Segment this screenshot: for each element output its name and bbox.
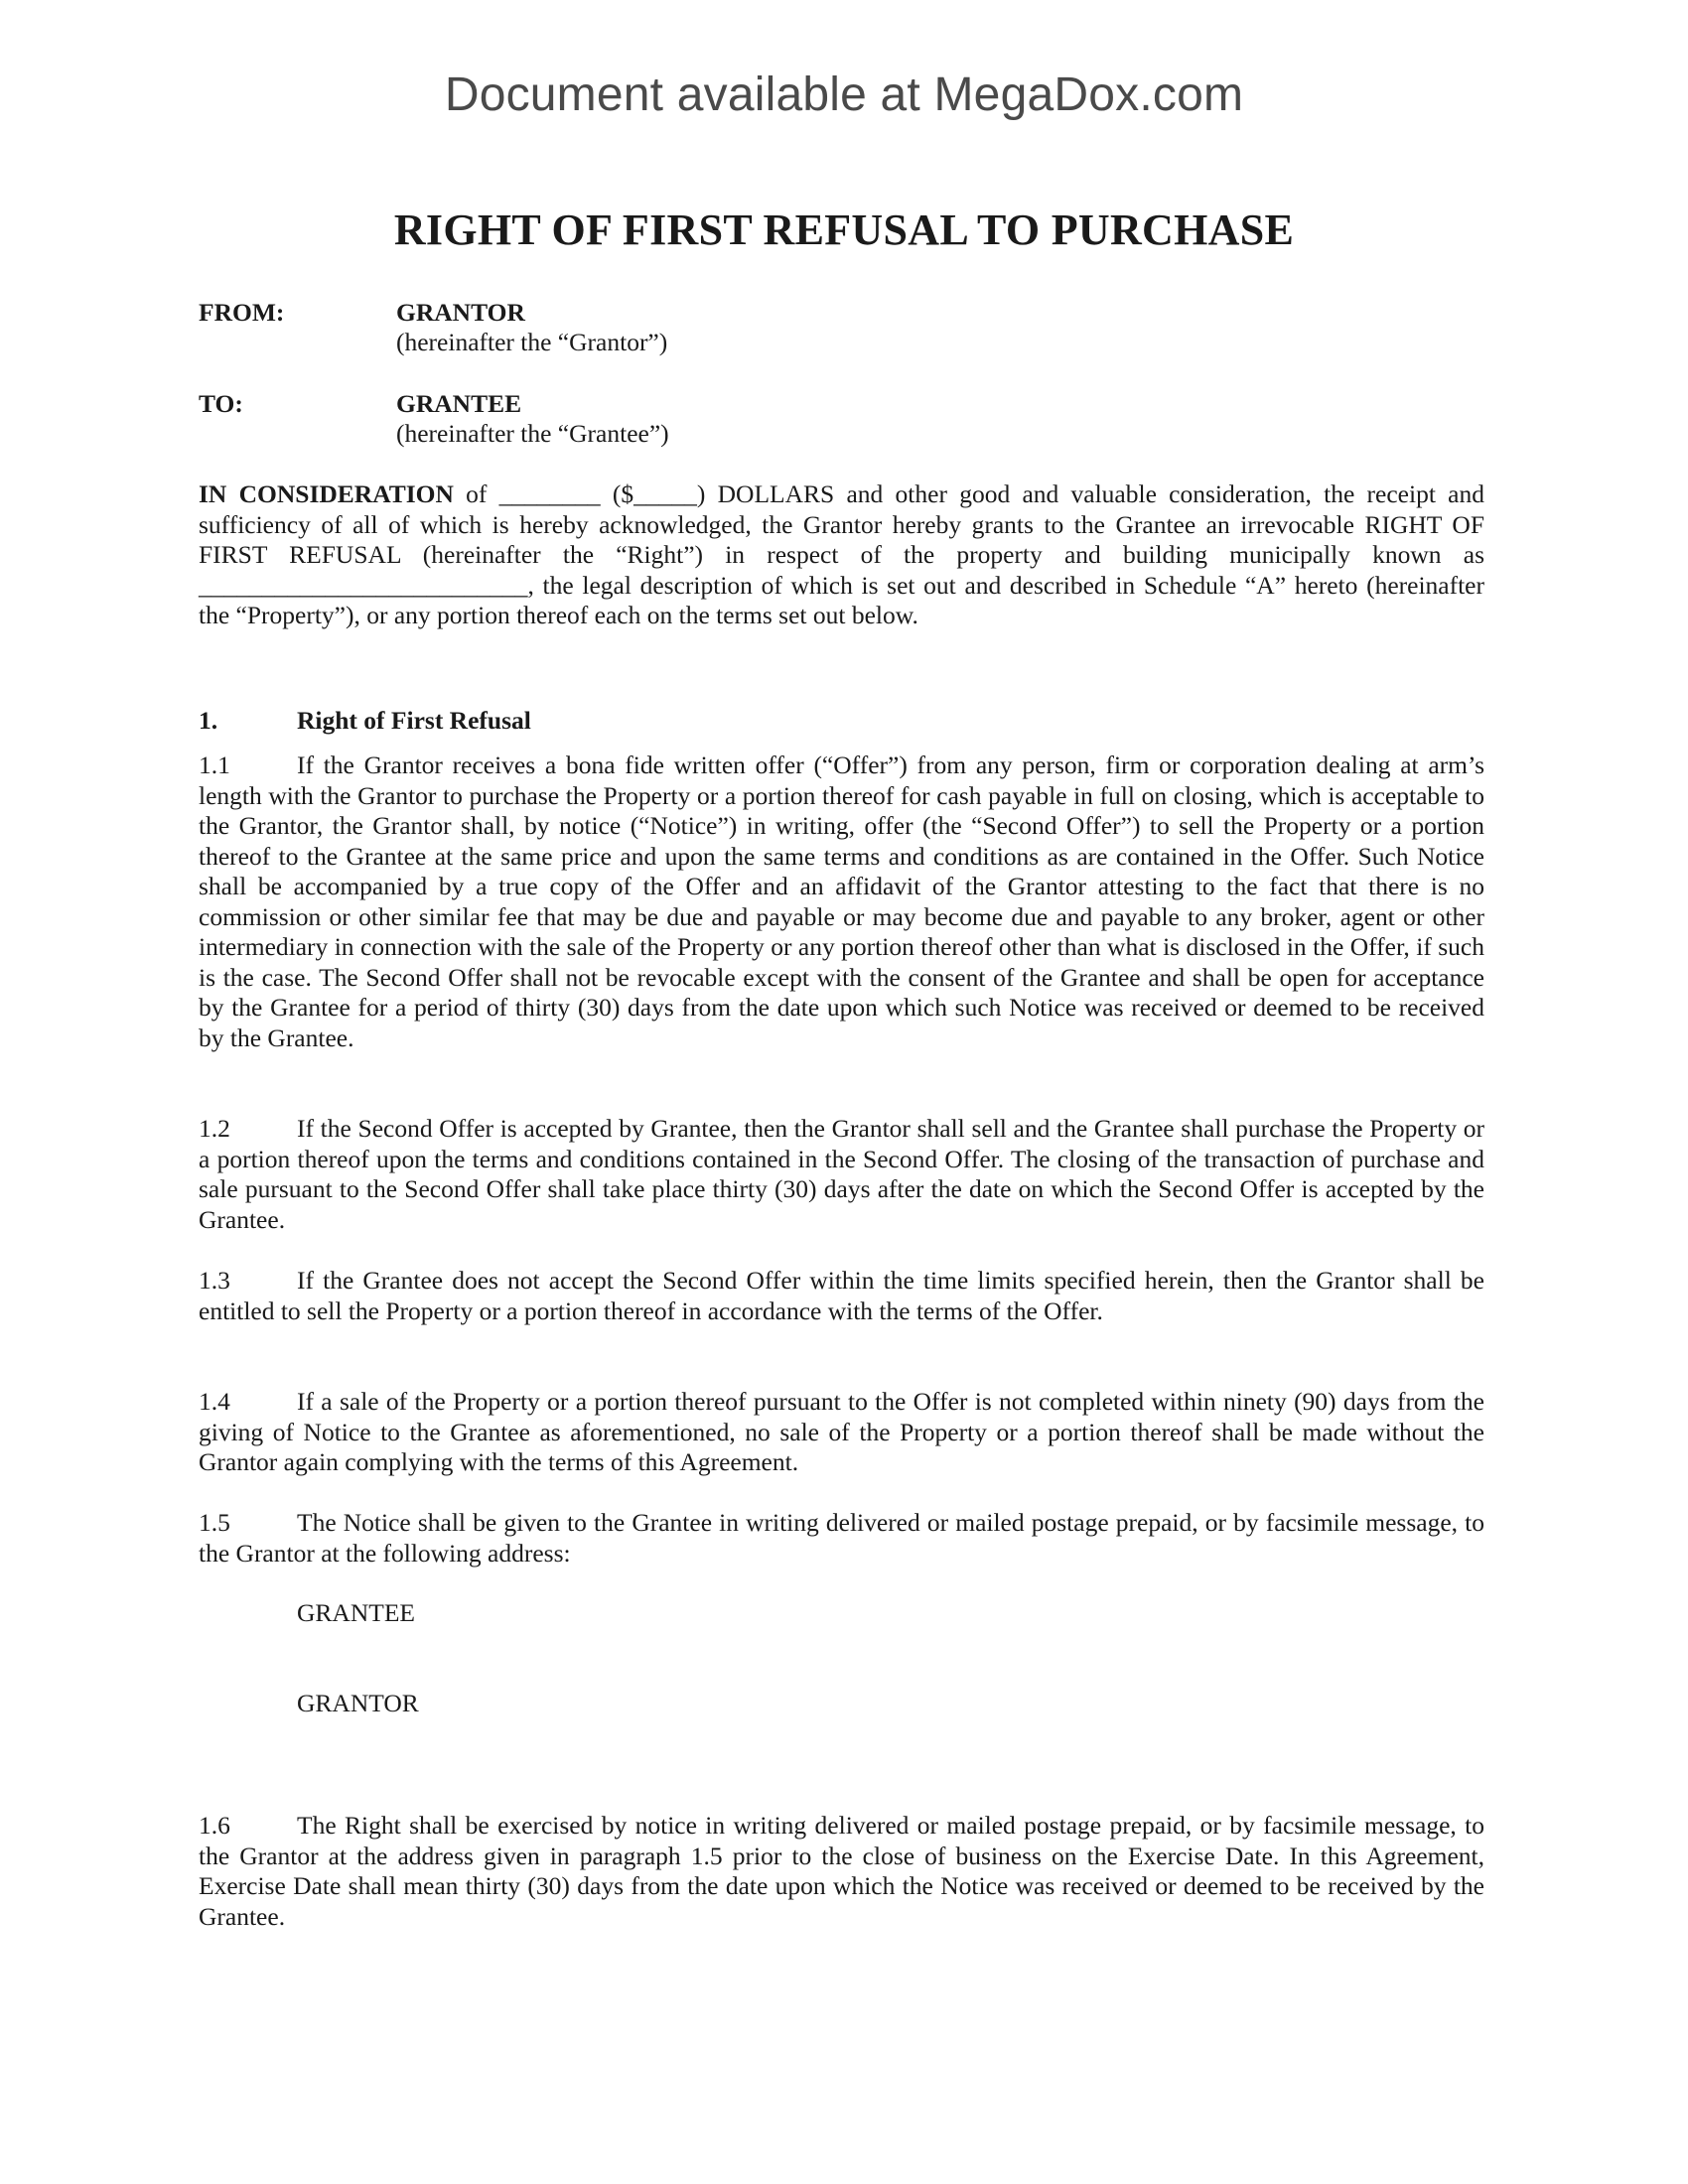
paragraph-1-6 [199, 1811, 1484, 1932]
consideration-paragraph [199, 479, 1484, 631]
consideration-lead: IN CONSIDERATION [199, 479, 454, 508]
consideration-text: of ________ ($_____) DOLLARS and other good and valuable consideration, the receipt and sufficiency of all of which is hereby acknowledged, the Grantor hereby grants to the Grantee an irrevocable RIGHT OF FIRST REFUSAL (hereinafter the “Right”) in respect of the property and building municipally known as __________________________, the legal description of which is set out and described in Schedule “A” hereto (hereinafter the “Property”), or any portion thereof each on the terms set out below. [199, 479, 1484, 629]
grantor-note: (hereinafter the “Grantor”) [396, 328, 668, 356]
address-grantor: GRANTOR [297, 1689, 419, 1717]
paragraph-number: 1.3 [199, 1266, 230, 1295]
paragraph-number: 1.2 [199, 1114, 230, 1143]
grantee-name: GRANTEE [396, 389, 522, 418]
grantor-name: GRANTOR [396, 298, 525, 327]
paragraph-number: 1.1 [199, 751, 230, 779]
section-number: 1. [199, 706, 218, 735]
section-heading [199, 706, 531, 737]
paragraph-number: 1.4 [199, 1387, 230, 1416]
paragraph-text: The Notice shall be given to the Grantee in writing delivered or mailed postage prepaid, or by facsimile message, to the Grantor at the following address: [199, 1508, 1484, 1568]
watermark-banner: Document available at MegaDox.com [444, 68, 1244, 121]
from-label: FROM: [199, 298, 285, 327]
grantee-note: (hereinafter the “Grantee”) [396, 419, 669, 448]
paragraph-1-3 [199, 1266, 1484, 1326]
document-title: RIGHT OF FIRST REFUSAL TO PURCHASE [393, 205, 1295, 254]
address-grantee: GRANTEE [297, 1598, 415, 1627]
to-label: TO: [199, 389, 243, 418]
paragraph-text: The Right shall be exercised by notice in writing delivered or mailed postage prepaid, or by facsimile message, to the Grantor at the address given in paragraph 1.5 prior to the close of business on the Exercise Date. In this Agreement, Exercise Date shall mean thirty (30) days from the date upon which the Notice was received or deemed to be received by the Grantee. [199, 1811, 1484, 1931]
paragraph-text: If a sale of the Property or a portion thereof pursuant to the Offer is not completed within ninety (90) days from the giving of Notice to the Grantee as aforementioned, no sale of the Property or a portion thereof shall be made without the Grantor again complying with the terms of this Agreement. [199, 1387, 1484, 1476]
paragraph-1-2 [199, 1114, 1484, 1235]
paragraph-1-1 [199, 751, 1484, 1053]
paragraph-1-5 [199, 1508, 1484, 1569]
paragraph-text: If the Second Offer is accepted by Grantee, then the Grantor shall sell and the Grantee shall purchase the Property or a portion thereof upon the terms and conditions contained in the Second Offer. The closing of the transaction of purchase and sale pursuant to the Second Offer shall take place thirty (30) days after the date on which the Second Offer is accepted by the Grantee. [199, 1114, 1484, 1234]
paragraph-text: If the Grantor receives a bona fide written offer (“Offer”) from any person, firm or corporation dealing at arm’s length with the Grantor to purchase the Property or a portion thereof for cash payable in full on closing, which is acceptable to the Grantor, the Grantor shall, by notice (“Notice”) in writing, offer (the “Second Offer”) to sell the Property or a portion thereof to the Grantee at the same price and upon the same terms and conditions as are contained in the Offer. Such Notice shall be accompanied by a true copy of the Offer and an affidavit of the Grantor attesting to the fact that there is no commission or other similar fee that may be due and payable or may become due and payable to any broker, agent or other intermediary in connection with the sale of the Property or any portion thereof other than what is disclosed in the Offer, if such is the case. The Second Offer shall not be revocable except with the consent of the Grantee and shall be open for acceptance by the Grantee for a period of thirty (30) days from the date upon which such Notice was received or deemed to be received by the Grantee. [199, 751, 1484, 1052]
paragraph-text: If the Grantee does not accept the Second Offer within the time limits specified herein, then the Grantor shall be entitled to sell the Property or a portion thereof in accordance with the terms of the Offer. [199, 1266, 1484, 1325]
paragraph-1-4 [199, 1387, 1484, 1478]
section-title: Right of First Refusal [297, 706, 531, 735]
paragraph-number: 1.6 [199, 1811, 230, 1840]
paragraph-number: 1.5 [199, 1508, 230, 1537]
